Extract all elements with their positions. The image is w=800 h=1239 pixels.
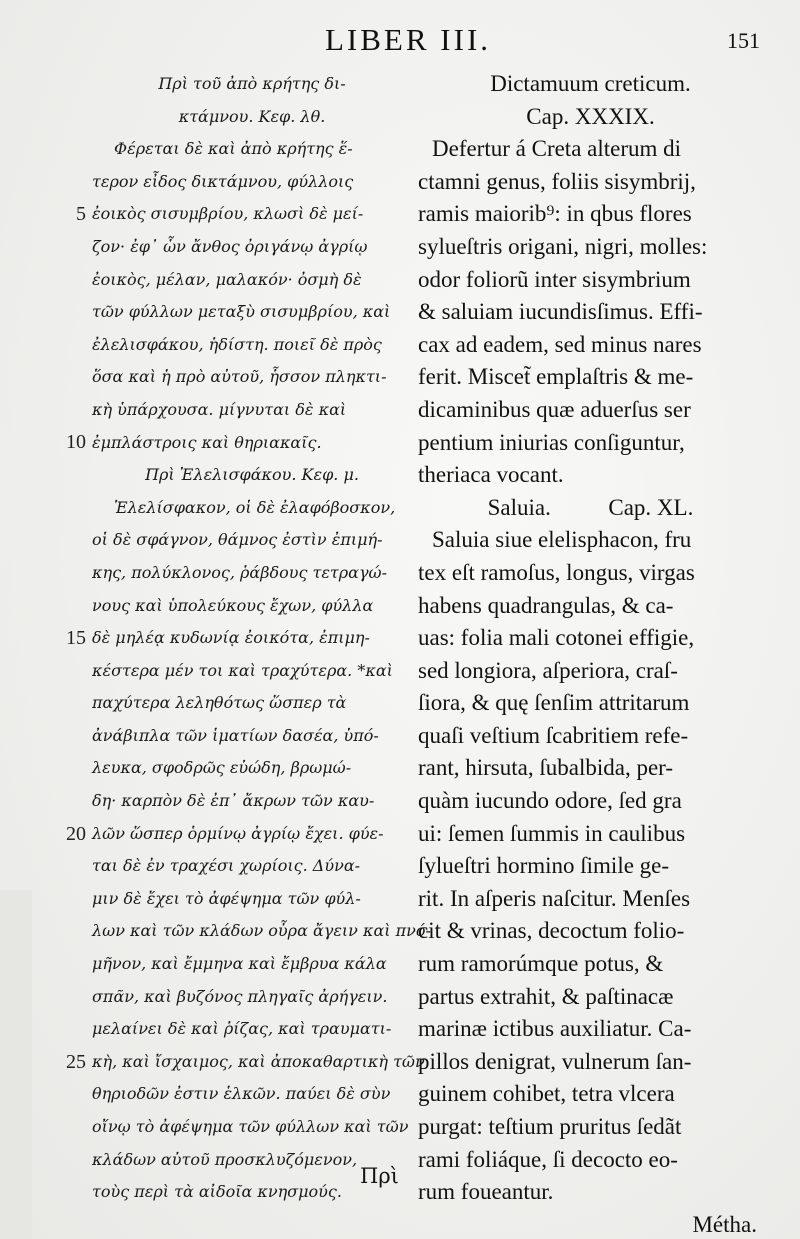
latin-line: tex eſt ramoſus, longus, virgas (418, 559, 695, 585)
latin-line: habens quadrangulas, & ca- (418, 592, 674, 618)
latin-line: pillos denigrat, vulnerum ſan- (418, 1048, 692, 1074)
greek-line: οἴνῳ τὸ ἀφέψημα τῶν φύλλων καὶ τῶν (92, 1117, 409, 1136)
latin-line: pentium iniurias conſiguntur, (418, 429, 685, 455)
greek-line: μιν δὲ ἔχει τὸ ἀφέψημα τῶν φύλ- (92, 888, 361, 908)
latin-line: cit & vrinas, decoctum folio- (418, 918, 685, 944)
latin-line: ctamni genus, foliis sisymbrij, (418, 168, 696, 194)
latin-line: uas: folia mali cotonei effigie, (418, 625, 695, 651)
greek-line: δὲ μηλέᾳ κυδωνίᾳ ἐοικότα, ἐπιμη- (92, 628, 370, 648)
line-number: 25 (66, 1051, 86, 1073)
latin-column (418, 68, 763, 1239)
greek-line: παχύτερα λεληθότως ὥσπερ τὰ (92, 693, 347, 713)
latin-line: partus extrahit, & paſtinacæ (418, 983, 674, 1009)
chapter-heading-latin: Saluia. Cap. XL. (487, 494, 694, 520)
latin-line: odor foliorũ inter sisymbrium (418, 266, 691, 292)
greek-line: ται δὲ ἐν τραχέσι χωρίοις. Δύνα- (92, 856, 361, 876)
chapter-heading-greek: Πρὶ Ἐλελισφάκου. Κεφ. μ. (145, 465, 359, 485)
latin-line: ramis maiorib⁹: in qbus flores (418, 201, 692, 227)
page-header (0, 22, 800, 62)
greek-line: τοὺς περὶ τὰ αἰδοῖα κνησμούς. (92, 1182, 342, 1202)
greek-line: κὴ ὑπάρχουσα. μίγνυται δὲ καὶ (92, 399, 347, 419)
latin-line: quaſi veſtium ſcabritiem refe- (418, 722, 689, 748)
latin-line: ſiora, & quę ſenſim attritarum (418, 690, 690, 716)
greek-line: ἐοικὸς, μέλαν, μαλακόν· ὀσμὴ δὲ (92, 269, 362, 289)
greek-line: οἱ δὲ σφάγνον, θάμνος ἐστὶν ἐπιμή- (92, 530, 383, 550)
chapter-heading-greek: κτάμνου. Κεφ. λθ. (178, 106, 326, 126)
latin-line: ſylueſtri hormino ſimile ge- (418, 853, 670, 879)
greek-line: σπᾶν, καὶ βυζόνος πληγαῖς ἀρήγειν. (92, 986, 388, 1006)
greek-line: κης, πολύκλονος, ῥάβδους τετραγώ- (92, 562, 387, 582)
greek-column (92, 68, 431, 1209)
latin-line: & saluiam iucundisſimus. Effi- (418, 299, 703, 325)
latin-line: rami foliáque, ſi decocto eo- (418, 1146, 678, 1172)
latin-line: rum foueantur. (418, 1179, 554, 1205)
greek-line: ἀνάβιπλα τῶν ἱματίων δασέα, ὑπό- (92, 725, 379, 745)
greek-line: κέστερα μέν τοι καὶ τραχύτερα. *καὶ (92, 660, 393, 680)
latin-line: Saluia siue elelisphacon, fru (432, 527, 692, 553)
latin-line: sylueſtris origani, nigri, molles: (418, 233, 708, 259)
greek-line: λῶν ὥσπερ ὁρμίνῳ ἀγρίῳ ἔχει. φύε- (92, 823, 384, 843)
line-number: 10 (66, 431, 86, 453)
greek-line: Ἐλελίσφακον, οἱ δὲ ἐλαφόβοσκον, (114, 497, 396, 517)
latin-line: purgat: teſtium pruritus ſedãt (418, 1114, 682, 1139)
latin-line: rant, hirsuta, ſubalbida, per- (418, 755, 674, 781)
greek-line: θηριοδῶν ἐστιν ἑλκῶν. παύει δὲ σὺν (92, 1084, 391, 1104)
line-number: 15 (66, 627, 86, 649)
greek-line: λευκα, σφοδρῶς εὐώδη, βρωμώ- (92, 758, 352, 778)
latin-line: Defertur á Creta alterum di (432, 136, 682, 162)
greek-line: νους καὶ ὑπολεύκους ἔχων, φύλλα (92, 595, 374, 615)
latin-line: cax ad eadem, sed minus nares (418, 331, 702, 357)
chapter-number-latin: Cap. XXXIX. (526, 103, 655, 129)
greek-line: ἐλελισφάκου, ἡδίστη. ποιεῖ δὲ πρὸς (92, 334, 382, 354)
greek-line: Φέρεται δὲ καὶ ἀπὸ κρήτης ἕ- (114, 139, 353, 159)
greek-line: ἐοικὸς σισυμβρίου, κλωσὶ δὲ μεί- (92, 204, 364, 224)
latin-line: sed longiora, aſperiora, craſ- (418, 657, 678, 683)
greek-line: ζον· ἐφ᾽ ὧν ἄνθος ὀριγάνῳ ἀγρίῳ (92, 236, 368, 256)
latin-line: dicaminibus quæ aduerſus ser (418, 396, 691, 422)
latin-line: rum ramorúmque potus, & (418, 951, 664, 977)
greek-line: λων καὶ τῶν κλάδων οὖρα ἄγειν καὶ πνό- (92, 921, 431, 941)
latin-line: ferit. Miscet̃ emplaſtris & me- (418, 364, 694, 390)
latin-line: theriaca vocant. (418, 462, 564, 488)
chapter-heading-greek: Πρὶ τοῦ ἀπὸ κρήτης δι- (158, 74, 346, 93)
line-number: 20 (66, 823, 86, 845)
latin-line: ui: ſemen ſummis in caulibus (418, 820, 686, 846)
greek-line: ὅσα καὶ ἡ πρὸ αὐτοῦ, ἧσσον πληκτι- (92, 367, 387, 387)
greek-line: κὴ, καὶ ἴσχαιμος, καὶ ἀποκαθαρτικὴ τῶν (92, 1051, 425, 1071)
latin-line: marinæ ictibus auxiliatur. Ca- (418, 1016, 692, 1042)
greek-line: μῆνον, καὶ ἔμμηνα καὶ ἔμβρυα κάλα (92, 954, 387, 974)
latin-line: rit. In aſperis naſcitur. Menſes (418, 885, 691, 911)
greek-line: δη· καρπὸν δὲ ἐπ᾽ ἄκρων τῶν καυ- (92, 791, 375, 811)
running-title: LIBER III. (325, 22, 492, 57)
line-number: 5 (76, 203, 86, 225)
greek-line: ἐμπλάστροις καὶ θηριακαῖς. (92, 432, 322, 452)
latin-line: guinem cohibet, tetra vlcera (418, 1081, 675, 1107)
catchword-latin: Métha. (692, 1211, 757, 1237)
latin-line: quàm iucundo odore, ſed gra (418, 788, 682, 814)
page-number: 151 (727, 28, 760, 53)
chapter-title-latin: Dictamuum creticum. (490, 71, 691, 96)
greek-line: τῶν φύλλων μεταξὺ σισυμβρίου, καὶ (92, 302, 391, 322)
greek-line: κλάδων αὐτοῦ προσκλυζόμενον, (92, 1149, 358, 1169)
catchword-greek: Πρὶ (360, 1164, 399, 1188)
greek-line: τερον εἶδος δικτάμνου, φύλλοις (92, 171, 354, 191)
greek-line: μελαίνει δὲ καὶ ῥίζας, καὶ τραυματι- (92, 1019, 392, 1039)
